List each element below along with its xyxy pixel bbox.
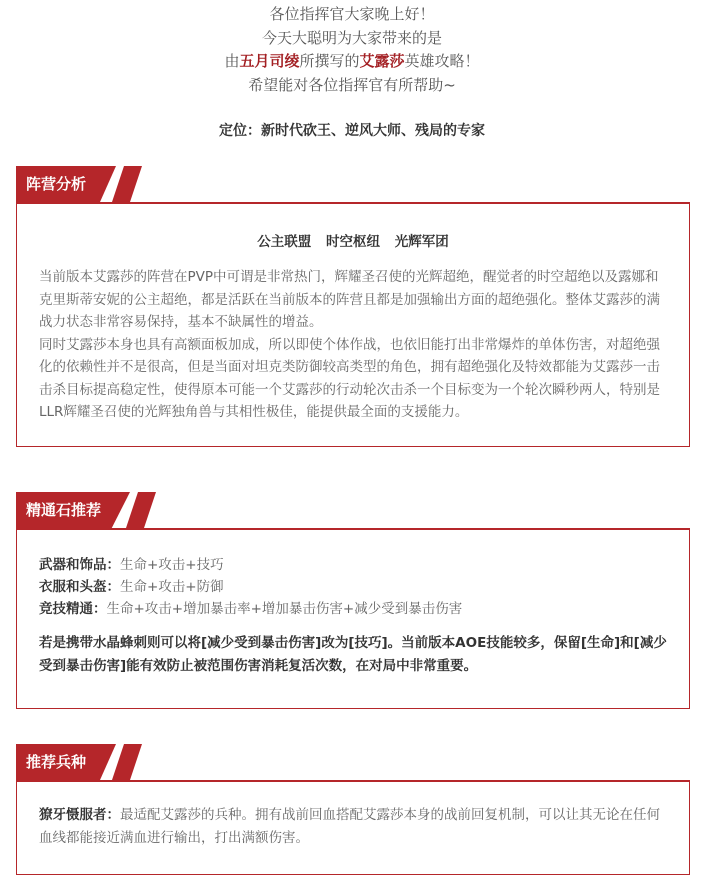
runes-note: 若是携带水晶蜂刺则可以将[减少受到暴击伤害]改为[技巧]。当前版本AOE技能较多，保留[生命]和[减少受到暴击伤害]能有效防止被范围伤害消耗复活次数，在对局中非常重要。 (39, 635, 667, 674)
intro-block (0, 0, 704, 97)
header-stripe-decor (126, 492, 156, 528)
troop-label: 獠牙慑服者： (39, 807, 120, 823)
header-stripe-decor (112, 744, 142, 780)
faction-paragraph-1: 当前版本艾露莎的阵营在PVP中可谓是非常热门，辉耀圣召使的光辉超绝，醒觉者的时空超绝以及露娜和克里斯蒂安妮的公主超绝，都是活跃在当前版本的阵营且都是加强输出方面的超绝强化。整体艾露莎的满战力状态非常容易保持，基本不缺属性的增益。 (39, 269, 660, 330)
rune-armor-label: 衣服和头盔： (39, 579, 120, 595)
faction-paragraph-2: 同时艾露莎本身也具有高额面板加成，所以即使个体作战，也依旧能打出非常爆炸的单体伤害，对超绝强化的依赖性并不是很高，但是当面对坦克类防御较高类型的角色，拥有超绝强化及特效都能为艾露莎一击击杀目标提高稳定性，使得原本可能一个艾露莎的行动轮次击杀一个目标变为一个轮次瞬秒两人，特别是LLR辉耀圣召使的光辉独角兽与其相性极佳，能提供最全面的支援能力。 (39, 336, 660, 420)
troop-description (17, 804, 689, 849)
author-name: 五月司绫 (239, 52, 300, 70)
runes-title: 精通石推荐 (26, 501, 102, 519)
hero-name: 艾露莎 (359, 52, 405, 70)
faction-box (16, 202, 690, 447)
intro-line2: 今天大聪明为大家带来的是 (261, 28, 442, 47)
rune-weapon-value: 生命+攻击+技巧 (120, 557, 224, 573)
intro-line3-mid: 所撰写的 (299, 52, 360, 70)
faction-header (16, 166, 156, 202)
troop-text: 最适配艾露莎的兵种。拥有战前回血搭配艾露莎本身的战前回复机制，可以让其无论在任何血线都能接近满血进行输出，打出满额伤害。 (39, 807, 660, 846)
troops-box (16, 780, 690, 875)
header-stripe-decor (112, 166, 142, 202)
rune-armor-value: 生命+攻击+防御 (120, 579, 224, 595)
rune-weapon-label: 武器和饰品： (39, 557, 120, 573)
faction-title: 阵营分析 (26, 175, 87, 193)
hero-position: 定位：新时代砍王、逆风大师、残局的专家 (219, 123, 485, 139)
intro-line3-prefix: 由 (224, 52, 240, 70)
rune-arena-label: 竞技精通： (39, 601, 107, 617)
troops-title: 推荐兵种 (26, 753, 87, 771)
rune-weapon-line (17, 554, 689, 576)
intro-line3-suffix: 英雄攻略！ (404, 52, 480, 70)
faction-list: 公主联盟 时空枢纽 光辉军团 (257, 234, 449, 250)
runes-box (16, 528, 690, 709)
rune-arena-line (17, 598, 689, 620)
intro-greeting: 各位指挥官大家晚上好！ (269, 5, 435, 23)
rune-arena-value: 生命+攻击+增加暴击率+增加暴击伤害+减少受到暴击伤害 (106, 601, 463, 617)
rune-armor-line (17, 576, 689, 598)
intro-line3 (0, 50, 704, 74)
intro-line4: 希望能对各位指挥官有所帮助~ (248, 75, 456, 94)
troops-header (16, 744, 156, 780)
runes-header (16, 492, 156, 528)
